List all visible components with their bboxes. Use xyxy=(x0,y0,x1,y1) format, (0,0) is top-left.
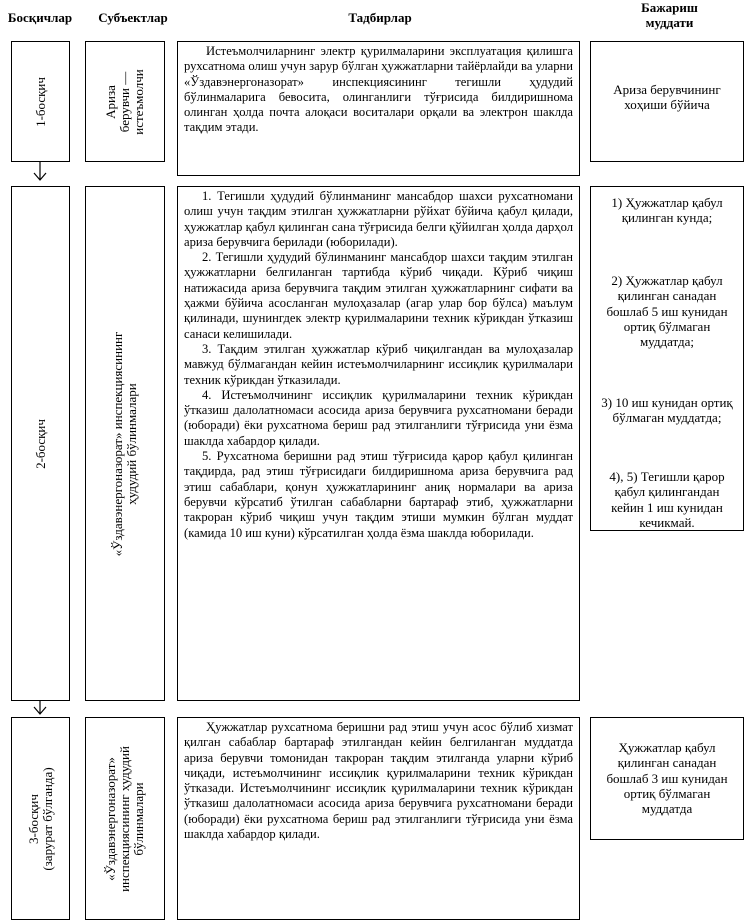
stage2-action-box xyxy=(177,186,580,701)
stage1-subject-line3: истеъмолчи xyxy=(131,68,146,135)
stage2-action-3: 3. Тақдим этилган ҳужжатлар кўриб чиқилгандан ва мулоҳазалар мавжуд бўлмагандан кейин истеъмолчиларнинг иссиқлик қурилмалари техник кўрикдан ўтказилади. xyxy=(184,341,573,387)
stage2-deadline-2: 2) Ҳужжатлар қабул қилинган санадан бошлаб 5 иш кунидан ортиқ бўлмаган муддатда; xyxy=(606,273,728,350)
stage2-deadline-3: 3) 10 иш кунидан ортиқ бўлмаган муддатда; xyxy=(601,395,733,426)
stage2-action-5: 5. Рухсатнома беришни рад этиш тўғрисида қарор қабул қилинган тақдирда, рад этиш тўғрисидаги билдиришнома ариза берувчига рад этиш сабаблари, қонун ҳужжатларининг аниқ нормалари ва ариза берувчи кўрсатиб ўтилган сабабларни бартараф этиб, ҳужжатларни такроран кўриб чиқиш учун тақдим этиши мумкин бўлган муддат (камида 10 иш куни) кўрсатилган ҳолда ёзма шаклда юборилади. xyxy=(184,449,573,540)
stage3-label-line2: (зарурат бўлганда) xyxy=(39,766,55,871)
stage3-deadline: Ҳужжатлар қабул қилинган санадан бошлаб 3 иш кунидан ортиқ бўлмаган муддатда xyxy=(606,740,728,817)
stage3-action-box xyxy=(177,717,580,920)
stage2-action-1: 1. Тегишли ҳудудий бўлинманинг мансабдор шахси рухсатномани олиш учун тақдим этилган ҳужжатларни рўйхат бўйича қабул қилади, ҳужжатлар қабул қилинган сана тўғрисида белги қўйилган ҳолда дарҳол ариза берувчига берилади (юборилади). xyxy=(184,189,573,249)
stage2-action-4: 4. Истеъмолчининг иссиқлик қурилмаларини техник кўрикдан ўтказиш далолатномаси асосида ариза берувчига рухсатномани беради (юборади) ёки рухсатнома бериш рад этилганлиги тўғрисида уни ёзма шаклда хабардор қилади. xyxy=(184,387,573,448)
header-deadline-line2: муддати xyxy=(645,15,694,30)
stage1-deadline: Ариза берувчининг хоҳиши бўйича xyxy=(613,82,721,113)
stage2-deadline-4: 4), 5) Тегишли қарор қабул қилингандан кейин 1 иш кунидан кечикмай. xyxy=(609,469,725,530)
stage3-subject xyxy=(104,746,146,892)
stage1-subject-box xyxy=(85,41,165,162)
stage1-action-box xyxy=(177,41,580,176)
stage3-label-line1: 3-босқич xyxy=(25,793,41,844)
header-stages: Босқичлар xyxy=(7,10,73,25)
stage1-label-box xyxy=(11,41,70,162)
stage1-subject xyxy=(104,69,146,134)
stage2-subject-line2: ҳудудий бўлинмалари xyxy=(124,382,139,505)
stage3-subject-line1: «Ўздавэнергоназорат» xyxy=(103,756,118,881)
stage3-subject-line3: бўлинмалари xyxy=(131,781,146,856)
stage3-subject-line2: инспекциясининг ҳудудий xyxy=(117,745,132,892)
stage2-subject-line1: «Ўздавэнергоназорат» инспекциясининг xyxy=(110,331,125,556)
stage1-deadline-box xyxy=(590,41,744,162)
stage1-label: 1-босқич xyxy=(32,76,48,127)
stage2-subject-box xyxy=(85,186,165,701)
stage2-label: 2-босқич xyxy=(32,418,48,469)
stage1-action-text: Истеъмолчиларнинг электр қурилмаларини эксплуатация қилишга рухсатнома олиш учун зарур бўлган ҳужжатларни тайёрлайди ва уларни «Ўздавэнергоназорат» инспекциясининг тегишли ҳудудий бўлинмаларига бевосита, олинганлиги тўғрисида билдиришнома олинган ҳолда почта алоқаси воситалари орқали ва электрон шаклда тақдим этади. xyxy=(184,44,573,135)
header-subjects: Субъектлар xyxy=(98,10,168,25)
header-actions: Тадбирлар xyxy=(348,10,412,25)
stage2-subject xyxy=(111,331,139,556)
stage3-label-box xyxy=(11,717,70,920)
stage3-action-text: Ҳужжатлар рухсатнома беришни рад этиш учун асос бўлиб хизмат қилган сабаблар бартараф этилгандан кейин белгиланган муддатда ариза берувчи томонидан такроран тақдим этилганда уларни кўриб чиқади, истеъмолчининг иссиқлик қурилмаларини техник кўрикдан ўтказади. Истеъмолчининг иссиқлик қурилмаларини техник кўрикдан ўтказиш далолатномаси асосида ариза берувчига рухсатномани беради (юборади) ёки рухсатнома бериш рад этилганлиги тўғрисида уни ёзма шаклда хабардор қилади. xyxy=(184,720,573,842)
header-deadline-line1: Бажариш xyxy=(641,0,698,15)
stage2-actions xyxy=(184,189,573,541)
stage2-label-box xyxy=(11,186,70,701)
stage3-label xyxy=(27,767,55,870)
stage2-deadline-1: 1) Ҳужжатлар қабул қилинган кунда; xyxy=(611,195,723,226)
stage3-deadline-box xyxy=(590,717,744,840)
stage2-action-2: 2. Тегишли ҳудудий бўлинманинг мансабдор шахси тақдим этилган ҳужжатларни белгиланган тартибда кўриб чиқади. Кўриб чиқиш натижасида ариза берувчига тақдим этилган ҳужжатларнинг сифати ва ҳажми бўйича асосланган мулоҳазалар (агар улар бор бўлса) маълум қилинади, шунингдек электр қурилмаларини техник кўрикдан ўтказиш санаси келишилади. xyxy=(184,250,573,341)
stage1-subject-line1: Ариза xyxy=(103,84,118,119)
header-deadline xyxy=(590,0,749,30)
arrow-stage1-to-2 xyxy=(30,162,50,186)
stage1-subject-line2: берувчи — xyxy=(117,71,132,132)
stage2-deadline-box xyxy=(590,186,744,531)
stage3-subject-box xyxy=(85,717,165,920)
